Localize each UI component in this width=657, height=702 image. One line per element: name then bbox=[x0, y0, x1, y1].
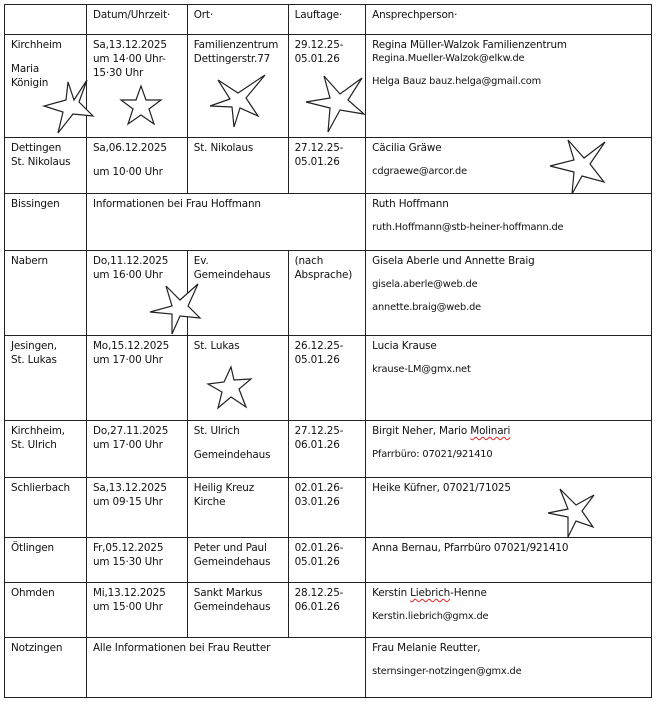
cell-place bbox=[187, 478, 288, 538]
location-line: Kirchheim bbox=[11, 39, 62, 51]
cell-location bbox=[5, 194, 87, 251]
header-place: Ort· bbox=[187, 5, 288, 35]
cell-place bbox=[187, 251, 288, 336]
location-line: Dettingen bbox=[11, 142, 62, 154]
contact-name: Gisela Aberle und Annette Braig bbox=[372, 255, 535, 267]
cell-date bbox=[86, 138, 187, 194]
contact-email[interactable]: krause-LM@gmx.net bbox=[372, 364, 471, 376]
place-line: St. Ulrich bbox=[193, 425, 240, 437]
time-line: um 10·00 Uhr bbox=[92, 166, 163, 179]
days-line: 29.12.25- bbox=[294, 39, 344, 51]
star-icon bbox=[306, 72, 366, 132]
cell-contact bbox=[366, 336, 652, 421]
place-line: Gemeindehaus bbox=[193, 601, 271, 614]
place-line: Gemeindehaus bbox=[193, 449, 271, 462]
place-line: Gemeindehaus bbox=[193, 269, 271, 282]
cell-contact bbox=[366, 583, 652, 638]
date-line: Fr,05.12.2025 bbox=[92, 542, 164, 554]
date-line: Sa,13.12.2025 bbox=[92, 482, 167, 494]
contact-name-suffix: -Henne bbox=[450, 587, 487, 599]
cell-days bbox=[288, 538, 366, 583]
place-line: St. Lukas bbox=[193, 340, 240, 352]
cell-location bbox=[5, 251, 87, 336]
table-row bbox=[5, 251, 652, 336]
cell-days bbox=[288, 478, 366, 538]
date-line: Sa,06.12.2025 bbox=[92, 142, 167, 154]
cell-location bbox=[5, 583, 87, 638]
time-line: um 15·00 Uhr bbox=[92, 601, 163, 614]
header-row bbox=[5, 5, 652, 35]
location-line: Schlierbach bbox=[11, 482, 70, 494]
cell-location bbox=[5, 138, 87, 194]
days-line: 02.01.26- bbox=[294, 542, 344, 554]
cell-days bbox=[288, 583, 366, 638]
cell-location bbox=[5, 336, 87, 421]
star-icon bbox=[150, 284, 202, 334]
cell-location bbox=[5, 421, 87, 478]
contact-email[interactable]: Kerstin.liebrich@gmx.de bbox=[372, 611, 489, 623]
time-line: um 14·00 Uhr- bbox=[92, 53, 166, 66]
cell-days bbox=[288, 251, 366, 336]
time-line: um 09·15 Uhr bbox=[92, 496, 163, 509]
contact-name-phone: Anna Bernau, Pfarrbüro 07021/921410 bbox=[372, 542, 569, 554]
contact-email[interactable]: Regina.Mueller-Walzok@elkw.de bbox=[372, 53, 525, 65]
star-icon bbox=[208, 367, 252, 409]
cell-contact bbox=[366, 478, 652, 538]
table-row bbox=[5, 538, 652, 583]
days-line: (nach bbox=[294, 255, 324, 267]
contact-name-prefix: Kerstin bbox=[372, 587, 411, 599]
header-days: Lauftage· bbox=[288, 5, 366, 35]
star-icon bbox=[548, 487, 596, 537]
cell-place bbox=[187, 538, 288, 583]
cell-date bbox=[86, 538, 187, 583]
contact-email[interactable]: gisela.aberle@web.de bbox=[372, 279, 478, 291]
location-line: Kirchheim, bbox=[11, 425, 65, 437]
header-contact: Ansprechperson· bbox=[366, 5, 652, 35]
date-line: Do,27.11.2025 bbox=[92, 425, 169, 437]
location-line: Notzingen bbox=[11, 642, 63, 654]
days-line: 27.12.25- bbox=[294, 425, 344, 437]
days-line: 03.01.26 bbox=[294, 496, 340, 509]
time-line: um 15·30 Uhr bbox=[92, 556, 163, 569]
location-line: Jesingen, bbox=[11, 340, 57, 352]
place-line: Kirche bbox=[193, 496, 226, 509]
location-line: Ötlingen bbox=[11, 542, 54, 554]
cell-place bbox=[187, 421, 288, 478]
cell-place bbox=[187, 583, 288, 638]
cell-place bbox=[187, 138, 288, 194]
days-line: 02.01.26- bbox=[294, 482, 344, 494]
cell-contact bbox=[366, 251, 652, 336]
place-line: Gemeindehaus bbox=[193, 556, 271, 569]
place-line: St. Nikolaus bbox=[193, 142, 254, 154]
contact-name: Lucia Krause bbox=[372, 340, 437, 352]
cell-date bbox=[86, 583, 187, 638]
place-line: Dettingerstr.77 bbox=[193, 53, 271, 66]
time-line: um 16·00 Uhr bbox=[92, 269, 163, 282]
star-icon bbox=[44, 78, 94, 134]
header-date: Datum/Uhrzeit· bbox=[86, 5, 187, 35]
place-line: Familienzentrum bbox=[193, 39, 279, 51]
location-line: Ohmden bbox=[11, 587, 55, 599]
cell-location bbox=[5, 638, 87, 698]
location-line: St. Lukas bbox=[11, 354, 57, 367]
cell-days bbox=[288, 421, 366, 478]
place-line: Sankt Markus bbox=[193, 587, 263, 599]
spellcheck-flagged-word: Molinari bbox=[470, 425, 511, 437]
days-line: 05.01.26 bbox=[294, 53, 340, 66]
contact-name bbox=[372, 424, 645, 438]
cell-location bbox=[5, 538, 87, 583]
contact-name: Regina Müller-Walzok Familienzentrum bbox=[372, 39, 567, 51]
days-line: 06.01.26 bbox=[294, 601, 340, 614]
merged-info: Informationen bei Frau Hoffmann bbox=[92, 198, 261, 210]
header-location bbox=[5, 5, 87, 35]
days-line: 27.12.25- bbox=[294, 142, 344, 154]
cell-days bbox=[288, 336, 366, 421]
table-row bbox=[5, 194, 652, 251]
days-line: 28.12.25- bbox=[294, 587, 344, 599]
cell-contact bbox=[366, 638, 652, 698]
table-row bbox=[5, 583, 652, 638]
location-line: St. Ulrich bbox=[11, 439, 57, 452]
cell-days bbox=[288, 138, 366, 194]
location-line: St. Nikolaus bbox=[11, 156, 71, 169]
location-line: Nabern bbox=[11, 255, 48, 267]
cell-contact bbox=[366, 538, 652, 583]
contact-name: Frau Melanie Reutter, bbox=[372, 642, 481, 654]
days-line: 26.12.25- bbox=[294, 340, 344, 352]
date-line: Mi,13.12.2025 bbox=[92, 587, 166, 599]
contact-name: Cäcilia Gräwe bbox=[372, 142, 442, 154]
date-line: Mo,15.12.2025 bbox=[92, 340, 170, 352]
days-line: Absprache) bbox=[294, 269, 353, 282]
place-line: Heilig Kreuz bbox=[193, 482, 255, 494]
contact-email[interactable]: cdgraewe@arcor.de bbox=[372, 166, 467, 178]
table-row bbox=[5, 638, 652, 698]
location-line: Bissingen bbox=[11, 198, 60, 210]
date-line: Sa,13.12.2025 bbox=[92, 39, 167, 51]
time-line: um 17·00 Uhr bbox=[92, 439, 163, 452]
cell-contact bbox=[366, 35, 652, 138]
time-line: um 17·00 Uhr bbox=[92, 354, 163, 367]
days-line: 06.01.26 bbox=[294, 439, 340, 452]
cell-merged-info bbox=[86, 194, 365, 251]
place-line: Peter und Paul bbox=[193, 542, 267, 554]
cell-date bbox=[86, 478, 187, 538]
contact-email[interactable]: annette.braig@web.de bbox=[372, 302, 482, 314]
days-line: 05.01.26 bbox=[294, 354, 340, 367]
star-icon bbox=[120, 86, 162, 126]
star-icon bbox=[548, 140, 606, 195]
cell-date bbox=[86, 336, 187, 421]
star-icon bbox=[208, 72, 266, 127]
contact-name-phone: Heike Küfner, 07021/71025 bbox=[372, 482, 511, 494]
cell-contact bbox=[366, 421, 652, 478]
days-line: 05.01.26 bbox=[294, 556, 340, 569]
days-line: 05.01.26 bbox=[294, 156, 340, 169]
contact-email[interactable]: ruth.Hoffmann@stb-heiner-hoffmann.de bbox=[372, 222, 564, 234]
cell-date bbox=[86, 421, 187, 478]
merged-info: Alle Informationen bei Frau Reutter bbox=[92, 642, 271, 654]
contact-name-email: Helga Bauz bauz.helga@gmail.com bbox=[372, 76, 542, 88]
location-line: Königin bbox=[11, 77, 49, 90]
contact-name: Ruth Hoffmann bbox=[372, 198, 449, 210]
table-row bbox=[5, 421, 652, 478]
location-line: Maria bbox=[11, 63, 40, 76]
cell-merged-info bbox=[86, 638, 365, 698]
contact-name-prefix: Birgit Neher, Mario bbox=[372, 425, 471, 437]
cell-contact bbox=[366, 194, 652, 251]
contact-name bbox=[372, 586, 645, 600]
spellcheck-flagged-word: Liebrich bbox=[410, 587, 451, 599]
cell-location bbox=[5, 478, 87, 538]
contact-email[interactable]: sternsinger-notzingen@gmx.de bbox=[372, 666, 522, 678]
place-line: Ev. bbox=[193, 255, 209, 267]
table-row bbox=[5, 336, 652, 421]
date-line: Do,11.12.2025 bbox=[92, 255, 169, 267]
time-line: 15·30 Uhr bbox=[92, 67, 144, 80]
cell-contact bbox=[366, 138, 652, 194]
contact-phone: Pfarrbüro: 07021/921410 bbox=[372, 449, 493, 461]
